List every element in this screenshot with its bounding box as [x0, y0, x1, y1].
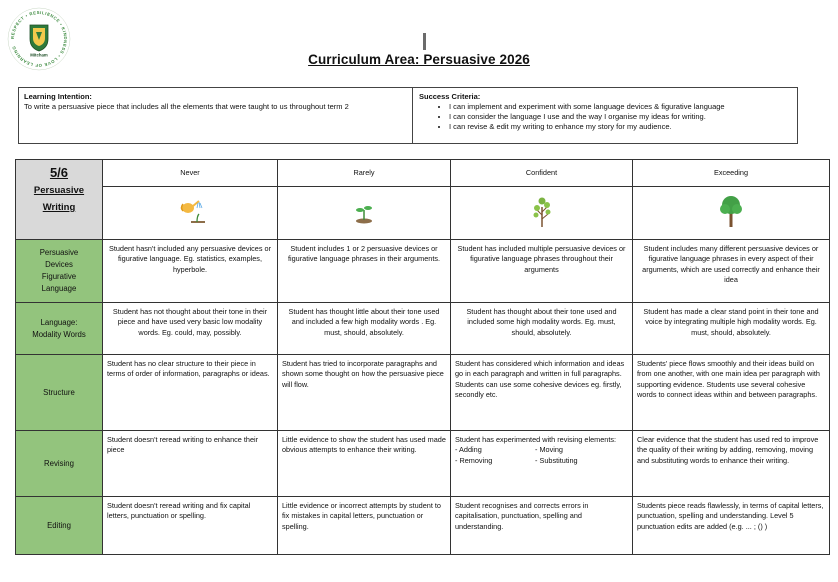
icon-cell-rarely	[278, 187, 451, 240]
revising-list-row	[455, 456, 628, 466]
criterion-cell: Clear evidence that the student has used red to improve the quality of their writing by adding, removing, moving and substituting words to enhance their writing.	[633, 431, 830, 497]
revising-item: - Adding	[455, 445, 482, 455]
success-criteria-item: • I can implement and experiment with some language devices & figurative language	[449, 102, 791, 112]
row-header-modality: Language: Modality Words	[16, 303, 103, 355]
logo-ring-text: RESPECT • RESILIENCE • KINDNESS • LOVE OF LEARNING	[9, 9, 69, 69]
criterion-cell: Student has thought little about their tone used and included a few high modality words . Eg. must, should, absolutely.	[278, 303, 451, 355]
year-level: 5/6	[49, 165, 69, 180]
level-header-never: Never	[103, 160, 278, 187]
text-cursor	[423, 33, 426, 50]
success-criteria	[413, 88, 797, 143]
criterion-cell: Little evidence or incorrect attempts by student to fix mistakes in capital letters, punctuation or spelling.	[278, 497, 451, 555]
small-tree-icon	[527, 193, 557, 229]
criterion-cell: Students' piece flows smoothly and their ideas build on from one another, with one main idea per paragraph with supporting evidence. Students use several cohesive words to connect ideas within and between paragraphs.	[633, 355, 830, 431]
criterion-cell: Student includes 1 or 2 persuasive devices or figurative language phrases in their arguments.	[278, 240, 451, 303]
sprout-icon	[349, 196, 379, 226]
criterion-cell: Student has made a clear stand point in their tone and voice by integrating multiple high modality words. Eg. must, should, absolutely.	[633, 303, 830, 355]
logo-school-name: Mitcham	[30, 52, 48, 58]
intention-criteria-box	[18, 87, 798, 144]
success-criteria-list	[419, 102, 791, 132]
corner-line-1: Persuasive	[33, 185, 85, 196]
criterion-cell: Student has no clear structure to their piece in terms of order of information, paragraphs or ideas.	[103, 355, 278, 431]
learning-intention	[19, 88, 413, 143]
icon-cell-exceeding	[633, 187, 830, 240]
revising-item: - Moving	[535, 445, 563, 455]
criterion-cell: Student hasn't included any persuasive devices or figurative language. Eg. statistics, examples, hyperbole.	[103, 240, 278, 303]
criterion-cell: Student recognises and corrects errors in capitalisation, punctuation, spelling and understanding.	[451, 497, 633, 555]
row-header-editing: Editing	[16, 497, 103, 555]
rubric-corner	[16, 160, 103, 240]
criterion-cell: Student doesn't reread writing to enhance their piece	[103, 431, 278, 497]
learning-intention-text: To write a persuasive piece that includes all the elements that were taught to us throughout term 2	[24, 102, 349, 111]
level-header-exceeding: Exceeding	[633, 160, 830, 187]
criterion-cell-revising-confident	[451, 431, 633, 497]
criterion-cell: Student has not thought about their tone in their piece and have used very basic low modality words. Eg. could, may, possibly.	[103, 303, 278, 355]
criterion-cell: Student has considered which information and ideas go in each paragraph and written in full paragraphs. Students can use some cohesive devices eg. firstly, secondly etc.	[451, 355, 633, 431]
revising-list-row	[455, 445, 628, 455]
criterion-cell: Student has tried to incorporate paragraphs and shown some thought on how the persuasive piece will flow.	[278, 355, 451, 431]
big-tree-icon	[716, 193, 746, 229]
criterion-cell: Student has thought about their tone used and included some high modality words. Eg. must, should, absolutely.	[451, 303, 633, 355]
criterion-cell: Little evidence to show the student has used made obvious attempts to enhance their writing.	[278, 431, 451, 497]
criterion-cell: Student includes many different persuasive devices or figurative language phrases in every aspect of their arguments, which are used correctly and enhance their idea	[633, 240, 830, 303]
success-criteria-label: Success Criteria:	[419, 92, 481, 101]
corner-line-2: Writing	[42, 202, 76, 213]
learning-intention-label: Learning Intention:	[24, 92, 92, 101]
row-header-structure: Structure	[16, 355, 103, 431]
row-header-persuasive-devices: Persuasive Devices Figurative Language	[16, 240, 103, 303]
level-header-rarely: Rarely	[278, 160, 451, 187]
success-criteria-item: • I can revise & edit my writing to enhance my story for my audience.	[449, 122, 791, 132]
row-header-revising: Revising	[16, 431, 103, 497]
revising-item: - Substituting	[535, 455, 578, 465]
criterion-cell: Students piece reads flawlessly, in terms of capital letters, punctuation, spelling and understanding. Level 5 punctuation edits are added (e.g. ... ; () )	[633, 497, 830, 555]
criterion-cell: Student has included multiple persuasive devices or figurative language phrases throughout their arguments	[451, 240, 633, 303]
revising-item: - Removing	[455, 455, 493, 465]
criterion-cell: Student doesn't reread writing and fix capital letters, punctuation or spelling.	[103, 497, 278, 555]
level-header-confident: Confident	[451, 160, 633, 187]
watering-can-icon	[175, 196, 205, 226]
success-criteria-item: • I can consider the language I use and the way I organise my ideas for writing.	[449, 112, 791, 122]
page-title: Curriculum Area: Persuasive 2026	[308, 52, 530, 67]
rubric-table	[15, 159, 830, 555]
revising-intro: Student has experimented with revising elements:	[455, 435, 617, 444]
icon-cell-confident	[451, 187, 633, 240]
icon-cell-never	[103, 187, 278, 240]
